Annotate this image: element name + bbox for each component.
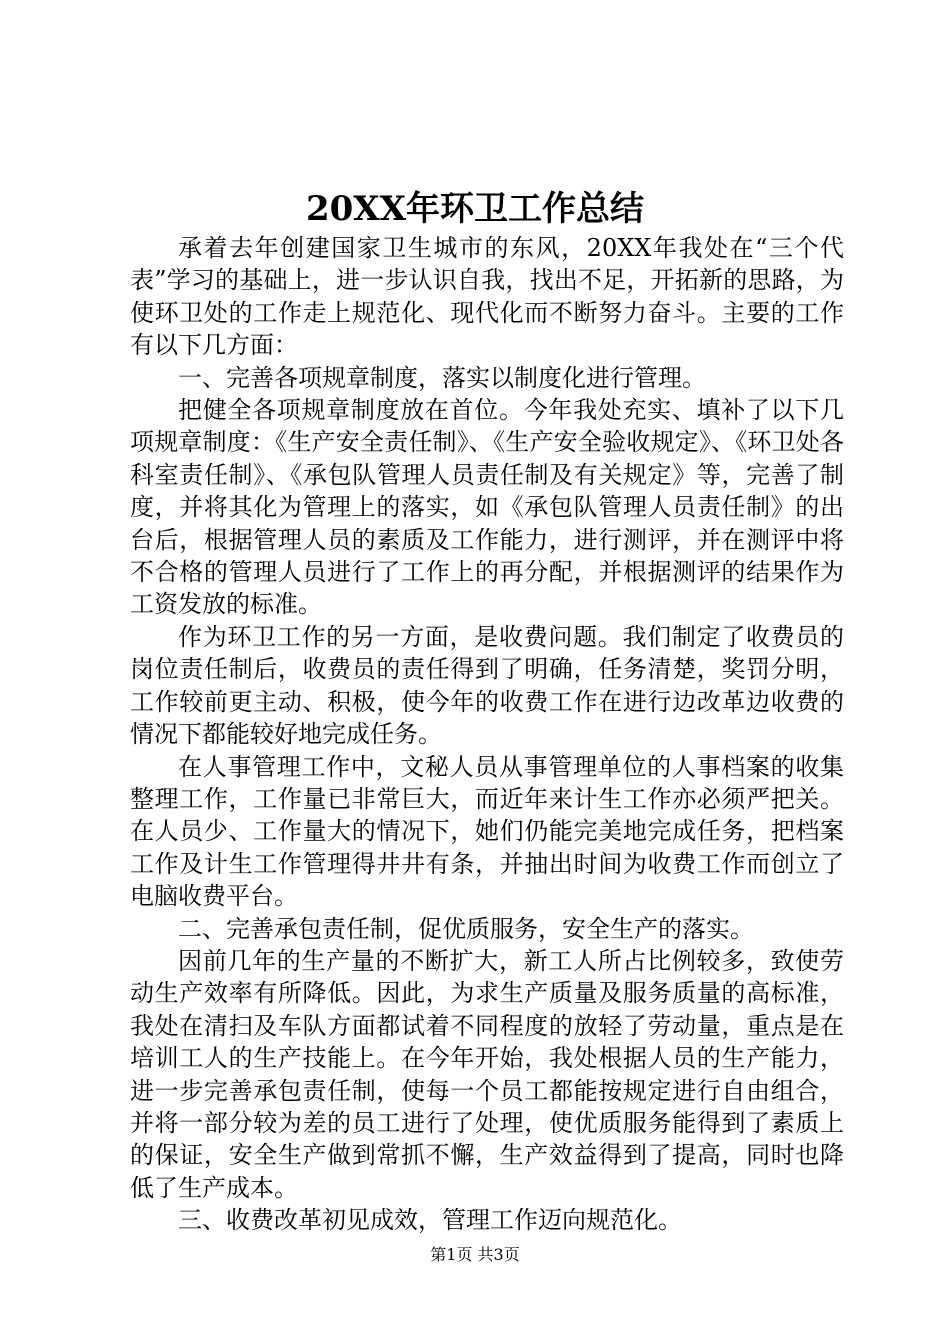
section-heading: 三、收费改革初见成效，管理工作迈向规范化。 <box>178 1206 682 1235</box>
paragraph: 因前几年的生产量的不断扩大，新工人所占比例较多，致使劳动生产效率有所降低。因此，为求生产质量及服务质量的高标准，我处在清扫及车队方面都试着不同程度的放轻了劳动量，重点是在培训工人的生产技能上。在今年开始，我处根据人员的生产能力，进一步完善承包责任制，使每一个员工都能按规定进行自由组合，并将一部分较为差的员工进行了处理，使优质服务能得到了素质上的保证，安全生产做到常抓不懈，生产效益得到了提高，同时也降低了生产成本。 <box>130 946 844 1202</box>
section-heading: 二、完善承包责任制，促优质服务，安全生产的落实。 <box>178 914 754 943</box>
paragraph: 作为环卫工作的另一方面，是收费问题。我们制定了收费员的岗位责任制后，收费员的责任得到了明确，任务清楚，奖罚分明，工作较前更主动、积极，使今年的收费工作在进行边改革边收费的情况下都能较好地完成任务。 <box>130 622 844 749</box>
paragraph: 在人事管理工作中，文秘人员从事管理单位的人事档案的收集整理工作，工作量已非常巨大，而近年来计生工作亦必须严把关。在人员少、工作量大的情况下，她们仍能完美地完成任务，把档案工作及计生工作管理得井井有条，并抽出时间为收费工作而创立了电脑收费平台。 <box>130 752 844 911</box>
page-footer: 第1页 共3页 <box>430 1245 520 1264</box>
document-body <box>130 232 844 1237</box>
section-heading: 一、完善各项规章制度，落实以制度化进行管理。 <box>178 363 706 392</box>
paragraph: 把健全各项规章制度放在首位。今年我处充实、填补了以下几项规章制度：《生产安全责任制》、《生产安全验收规定》、《环卫处各科室责任制》、《承包队管理人员责任制及有关规定》等，完善了制度，并将其化为管理上的落实，如《承包队管理人员责任制》的出台后，根据管理人员的素质及工作能力，进行测评，并在测评中将不合格的管理人员进行了工作上的再分配，并根据测评的结果作为工资发放的标准。 <box>130 396 844 619</box>
paragraph: 承着去年创建国家卫生城市的东风，20XX年我处在“三个代表”学习的基础上，进一步认识自我，找出不足，开拓新的思路，为使环卫处的工作走上规范化、现代化而不断努力奋斗。主要的工作有以下几方面： <box>130 234 844 360</box>
document-title: 20XX年环卫工作总结 <box>305 189 645 229</box>
